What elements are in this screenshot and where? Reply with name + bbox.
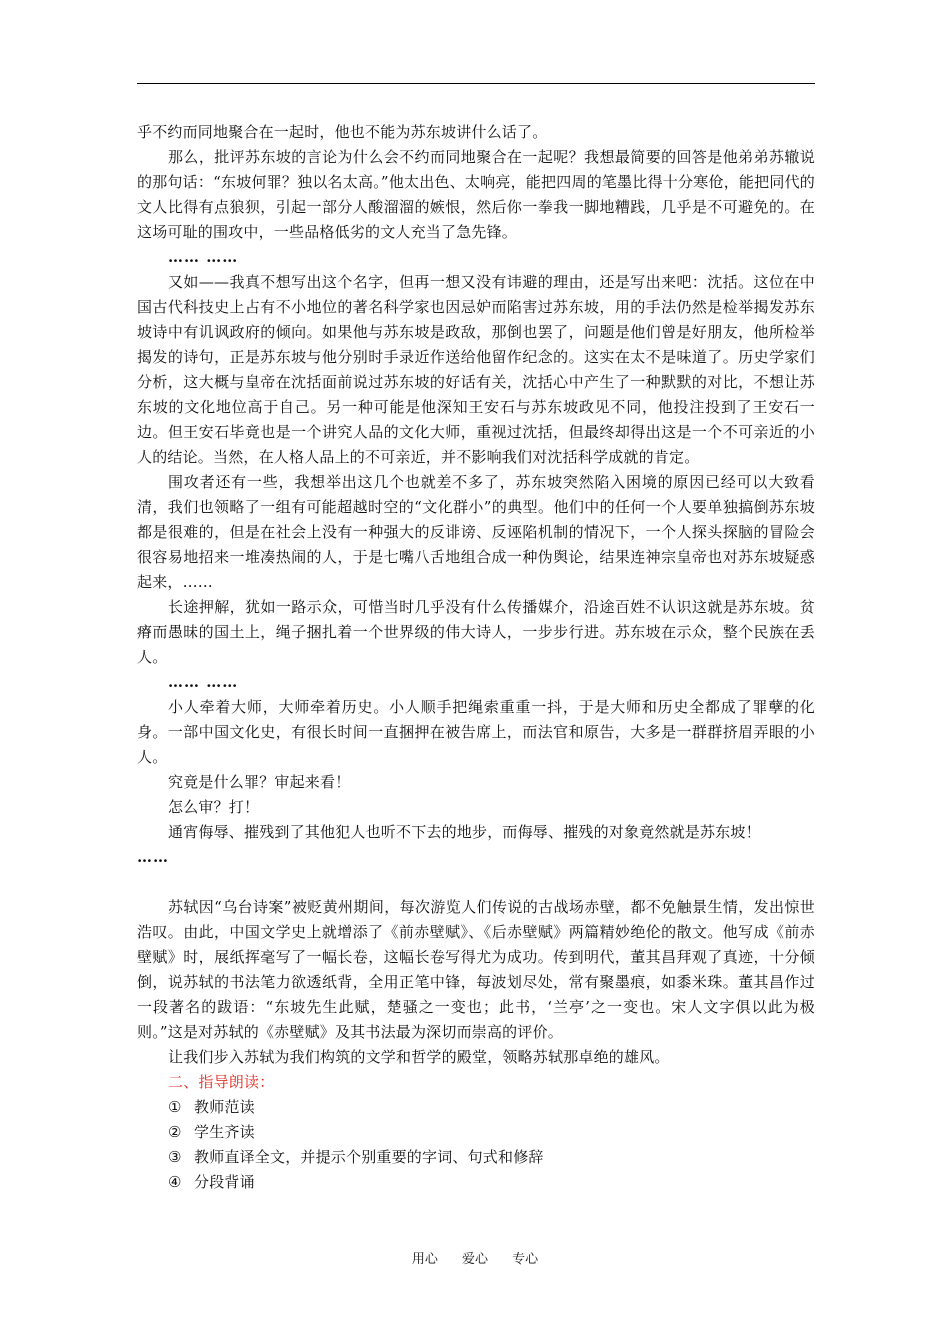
paragraph: 小人牵着大师，大师牵着历史。小人顺手把绳索重重一抖，于是大师和历史全都成了罪孽的化身。一部中国文化史，有很长时间一直捆押在被告席上，而法官和原告，大多是一群群挤眉弄眼的小人。 bbox=[137, 698, 815, 766]
footer-word: 专心 bbox=[512, 1252, 539, 1267]
paragraph: 让我们步入苏轼为我们构筑的文学和哲学的殿堂，领略苏轼那卓绝的雄风。 bbox=[168, 1048, 670, 1066]
step-text: 教师直译全文，并提示个别重要的字词、句式和修辞 bbox=[194, 1148, 544, 1166]
step-text: 教师范读 bbox=[194, 1098, 255, 1116]
paragraph: 苏轼因“乌台诗案”被贬黄州期间，每次游览人们传说的古战场赤壁，都不免触景生情，发出惊世浩叹。由此，中国文学史上就增添了《前赤壁赋》、《后赤壁赋》两篇精妙绝伦的散文。他写成《前赤壁赋》时，展纸挥毫写了一幅长卷，这幅长卷写得尤为成功。传到明代，董其昌拜观了真迹，十分倾倒，说苏轼的书法笔力欲透纸背，全用正笔中锋，每波划尽处，常有聚墨痕，如黍米珠。董其昌作过一段著名的跋语：“东坡先生此赋，楚骚之一变也；此书，‘兰亭’之一变也。宋人文字俱以此为极则。”这是对苏轼的《赤壁赋》及其书法最为深切而崇高的评价。 bbox=[137, 898, 815, 1041]
document-body bbox=[137, 120, 815, 1195]
blank-line bbox=[137, 870, 815, 895]
step-item bbox=[137, 1170, 815, 1195]
paragraph: 围攻者还有一些，我想举出这几个也就差不多了，苏东坡突然陷入困境的原因已经可以大致看清，我们也领略了一组有可能超越时空的“文化群小”的典型。他们中的任何一个人要单独搞倒苏东坡都是很难的，但是在社会上没有一种强大的反诽谤、反诬陷机制的情况下，一个人探头探脑的冒险会很容易地招来一堆凑热闹的人，于是七嘴八舌地组合成一种伪舆论，结果连神宗皇帝也对苏东坡疑惑起来，…… bbox=[137, 473, 815, 591]
step-number: ① bbox=[168, 1098, 182, 1116]
step-text: 分段背诵 bbox=[194, 1173, 255, 1191]
step-item bbox=[137, 1095, 815, 1120]
ellipsis-break: …… bbox=[137, 848, 169, 866]
section-heading: 二、指导朗读： bbox=[168, 1073, 275, 1091]
page-footer bbox=[0, 1248, 950, 1267]
paragraph: 又如——我真不想写出这个名字，但再一想又没有讳避的理由，还是写出来吧：沈括。这位在中国古代科技史上占有不小地位的著名科学家也因忌妒而陷害过苏东坡，用的手法仍然是检举揭发苏东坡诗中有讥讽政府的倾向。如果他与苏东坡是政敌，那倒也罢了，问题是他们曾是好朋友，他所检举揭发的诗句，正是苏东坡与他分别时手录近作送给他留作纪念的。这实在太不是味道了。历史学家们分析，这大概与皇帝在沈括面前说过苏东坡的好话有关，沈括心中产生了一种默默的对比，不想让苏东坡的文化地位高于自己。另一种可能是他深知王安石与苏东坡政见不同，他投注投到了王安石一边。但王安石毕竟也是一个讲究人品的文化大师，重视过沈括，但最终却得出这是一个不可亲近的小人的结论。当然，在人格人品上的不可亲近，并不影响我们对沈括科学成就的肯定。 bbox=[137, 273, 815, 466]
paragraph: 乎不约而同地聚合在一起时，他也不能为苏东坡讲什么话了。 bbox=[137, 123, 548, 141]
step-text: 学生齐读 bbox=[194, 1123, 255, 1141]
step-number: ③ bbox=[168, 1148, 182, 1166]
step-number: ④ bbox=[168, 1173, 182, 1191]
paragraph: 究竟是什么罪？审起来看！ bbox=[168, 773, 351, 791]
footer-word: 爱心 bbox=[461, 1252, 488, 1267]
ellipsis-break: …… …… bbox=[168, 248, 239, 266]
step-item bbox=[137, 1145, 815, 1170]
header-rule bbox=[137, 83, 815, 84]
step-item bbox=[137, 1120, 815, 1145]
paragraph: 通宵侮辱、摧残到了其他犯人也听不下去的地步，而侮辱、摧残的对象竟然就是苏东坡！ bbox=[168, 823, 761, 841]
footer-word: 用心 bbox=[411, 1252, 438, 1267]
ellipsis-break: …… …… bbox=[168, 673, 239, 691]
paragraph: 长途押解，犹如一路示众，可惜当时几乎没有什么传播媒介，沿途百姓不认识这就是苏东坡。贫瘠而愚昧的国土上，绳子捆扎着一个世界级的伟大诗人，一步步行进。苏东坡在示众，整个民族在丢人。 bbox=[137, 598, 815, 666]
paragraph: 怎么审？打！ bbox=[168, 798, 260, 816]
paragraph: 那么，批评苏东坡的言论为什么会不约而同地聚合在一起呢？我想最简要的回答是他弟弟苏辙说的那句话：“东坡何罪？独以名太高。”他太出色、太响亮，能把四周的笔墨比得十分寒伧，能把同代的文人比得有点狼狈，引起一部分人酸溜溜的嫉恨，然后你一拳我一脚地糟践，几乎是不可避免的。在这场可耻的围攻中，一些品格低劣的文人充当了急先锋。 bbox=[137, 148, 815, 241]
step-number: ② bbox=[168, 1123, 182, 1141]
